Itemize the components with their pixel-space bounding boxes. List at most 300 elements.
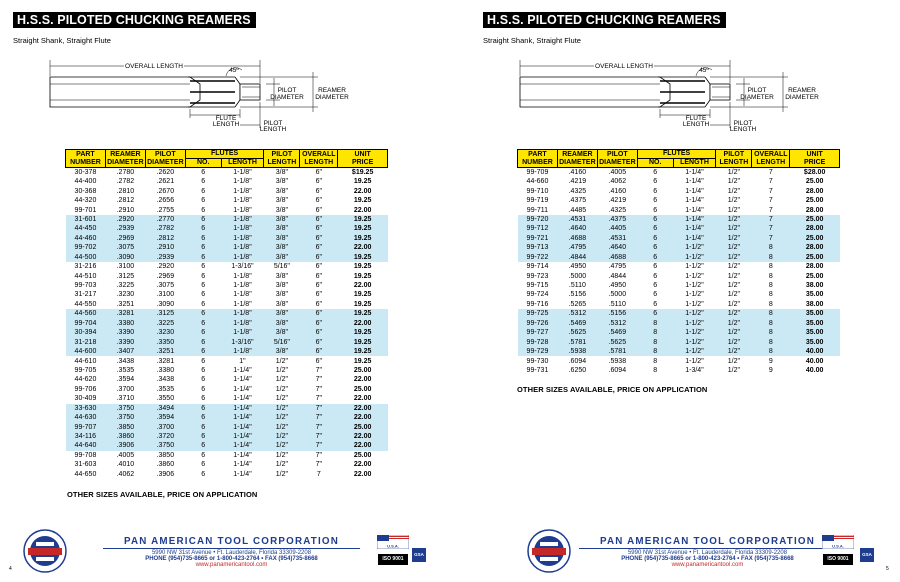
cell-part-number: 99-731 xyxy=(526,366,549,374)
col-part-number: PART NUMBER xyxy=(518,150,558,168)
table-row xyxy=(518,356,840,365)
cell-pilot-diameter: .4844 xyxy=(608,272,627,280)
table-row xyxy=(66,328,388,337)
cell-flutes-no: 6 xyxy=(185,413,221,422)
cell-part-number: 44-550 xyxy=(74,300,97,308)
cell-pilot-diameter: .2910 xyxy=(145,243,185,252)
cell-reamer-diameter: .4219 xyxy=(568,178,587,186)
cell-part-number: 99-729 xyxy=(518,347,558,356)
table-row xyxy=(66,177,388,186)
cell-overall-length: 7" xyxy=(315,366,322,374)
cell-flutes-no: 6 xyxy=(185,215,221,224)
cell-flutes-no: 6 xyxy=(637,309,673,318)
cell-flutes-no: 6 xyxy=(201,385,206,393)
cell-pilot-diameter: .3750 xyxy=(145,441,185,450)
col-overall-length: OVERALL LENGTH xyxy=(300,150,338,168)
cell-pilot-length: 3/8" xyxy=(264,215,300,224)
cell-pilot-length: 1/2" xyxy=(727,366,740,374)
cell-reamer-diameter: .3251 xyxy=(116,300,135,308)
cell-flutes-no: 6 xyxy=(637,243,673,252)
cell-overall-length: 8 xyxy=(752,328,790,337)
cell-flutes-no: 6 xyxy=(201,395,206,403)
availability-note: OTHER SIZES AVAILABLE, PRICE ON APPLICATION xyxy=(67,490,258,499)
cell-flutes-no: 6 xyxy=(201,197,206,205)
cell-flutes-length: 1-1/8" xyxy=(233,282,252,290)
cell-unit-price: 22.00 xyxy=(353,206,372,214)
cell-reamer-diameter: .3700 xyxy=(116,385,135,393)
cell-part-number: 99-719 xyxy=(526,197,549,205)
cell-pilot-diameter: .5312 xyxy=(597,319,637,328)
cell-flutes-length: 1-1/8" xyxy=(233,169,252,176)
cell-overall-length: 6" xyxy=(315,291,322,299)
cell-pilot-diameter: .3700 xyxy=(145,422,185,431)
cell-flutes-length: 1-1/8" xyxy=(233,291,252,299)
cell-flutes-length: 1-1/8" xyxy=(221,215,264,224)
cell-flutes-length: 1-1/4" xyxy=(233,376,252,384)
cell-overall-length: 6" xyxy=(300,234,338,243)
dim-pilot-diameter-b: DIAMETER xyxy=(270,94,304,101)
cell-pilot-length: 1/2" xyxy=(727,357,740,365)
cell-pilot-diameter: .4005 xyxy=(608,169,627,176)
cell-pilot-diameter: .2782 xyxy=(145,224,185,233)
cell-unit-price: 19.25 xyxy=(338,309,388,318)
cell-reamer-diameter: .6094 xyxy=(568,357,587,365)
cell-part-number: 99-723 xyxy=(526,272,549,280)
cell-pilot-diameter: .3860 xyxy=(156,461,175,469)
cell-overall-length: 7 xyxy=(752,234,790,243)
cell-unit-price: 19.25 xyxy=(338,253,388,262)
cell-pilot-length: 3/8" xyxy=(264,309,300,318)
table-row xyxy=(66,224,388,233)
dim-angle: 45º xyxy=(229,67,239,74)
cell-pilot-length: 3/8" xyxy=(275,169,288,176)
cell-flutes-no: 8 xyxy=(637,319,673,328)
cell-pilot-length: 1/2" xyxy=(716,319,752,328)
cell-part-number: 99-720 xyxy=(518,215,558,224)
cell-flutes-length: 1-1/4" xyxy=(673,215,716,224)
cell-unit-price: 19.25 xyxy=(338,328,388,337)
cell-overall-length: 6" xyxy=(300,224,338,233)
cell-pilot-diameter: .5469 xyxy=(597,328,637,337)
cell-flutes-no: 8 xyxy=(653,366,658,374)
cell-unit-price: 22.00 xyxy=(338,413,388,422)
cell-pilot-diameter: .4640 xyxy=(597,243,637,252)
cell-overall-length: 8 xyxy=(752,309,790,318)
col-flutes-length: LENGTH xyxy=(673,159,716,168)
table-row xyxy=(66,300,388,309)
cell-reamer-diameter: .2782 xyxy=(116,178,135,186)
cell-pilot-length: 1/2" xyxy=(727,169,740,176)
table-row xyxy=(518,309,840,318)
table-row xyxy=(66,243,388,252)
cell-flutes-no: 6 xyxy=(185,234,221,243)
cell-pilot-length: 1/2" xyxy=(275,376,288,384)
cell-unit-price: 38.00 xyxy=(805,282,824,290)
cell-reamer-diameter: .3390 xyxy=(105,337,145,346)
cell-pilot-length: 1/2" xyxy=(727,206,740,214)
cell-part-number: 30-409 xyxy=(74,395,97,403)
cell-overall-length: 8 xyxy=(768,272,773,280)
cell-pilot-length: 1/2" xyxy=(275,366,288,374)
cell-overall-length: 7 xyxy=(768,206,773,214)
cell-flutes-no: 6 xyxy=(185,253,221,262)
cell-reamer-diameter: .4375 xyxy=(568,197,587,205)
cell-part-number: 30-368 xyxy=(74,187,97,195)
cell-reamer-diameter: .2910 xyxy=(116,206,135,214)
cell-pilot-diameter: .2755 xyxy=(156,206,175,214)
cell-unit-price: 28.00 xyxy=(790,224,840,233)
cell-reamer-diameter: .4010 xyxy=(116,461,135,469)
cell-pilot-length: 1/2" xyxy=(264,432,300,441)
cell-reamer-diameter: .2969 xyxy=(105,234,145,243)
cell-pilot-length: 1/2" xyxy=(275,451,288,459)
cell-unit-price: 19.25 xyxy=(338,224,388,233)
cell-pilot-length: 3/8" xyxy=(275,272,288,280)
cell-flutes-length: 1-1/8" xyxy=(221,347,264,356)
table-row xyxy=(66,432,388,441)
cell-flutes-length: 1-1/2" xyxy=(673,243,716,252)
col-flutes-no: NO. xyxy=(185,159,221,168)
cell-flutes-length: 1-1/2" xyxy=(685,263,704,271)
cell-flutes-no: 6 xyxy=(637,253,673,262)
table-row xyxy=(66,253,388,262)
cell-unit-price: 22.00 xyxy=(353,376,372,384)
table-row xyxy=(518,186,840,195)
cell-unit-price: 22.00 xyxy=(353,187,372,195)
cell-pilot-diameter: .4160 xyxy=(608,187,627,195)
cell-flutes-length: 1-1/4" xyxy=(685,169,704,176)
cell-overall-length: 7 xyxy=(768,178,773,186)
cell-part-number: 44-400 xyxy=(74,178,97,186)
cell-unit-price: 25.00 xyxy=(805,197,824,205)
cell-reamer-diameter: .3860 xyxy=(105,432,145,441)
cell-pilot-length: 3/8" xyxy=(275,282,288,290)
cell-pilot-length: 1/2" xyxy=(716,215,752,224)
cell-pilot-length: 1/2" xyxy=(275,395,288,403)
cell-pilot-diameter: .2670 xyxy=(156,187,175,195)
cell-pilot-length: 1/2" xyxy=(264,413,300,422)
cell-overall-length: 6" xyxy=(300,347,338,356)
cell-pilot-diameter: .5781 xyxy=(597,347,637,356)
cell-unit-price: 22.00 xyxy=(338,432,388,441)
page-title: H.S.S. PILOTED CHUCKING REAMERS xyxy=(483,12,726,28)
table-row xyxy=(66,451,388,460)
table-row xyxy=(66,215,388,224)
cell-pilot-diameter: .3075 xyxy=(156,282,175,290)
col-pilot-diameter: PILOT DIAMETER xyxy=(147,150,184,166)
col-overall-length: OVERALL LENGTH xyxy=(752,150,790,168)
cell-flutes-no: 6 xyxy=(185,441,221,450)
cell-pilot-length: 5/16" xyxy=(273,263,290,271)
reamer-spec-table xyxy=(517,149,840,375)
cell-flutes-no: 6 xyxy=(185,224,221,233)
dim-pilot-diameter-b: DIAMETER xyxy=(740,94,774,101)
cell-unit-price: 28.00 xyxy=(805,206,824,214)
cell-reamer-diameter: .2810 xyxy=(116,187,135,195)
cell-pilot-length: 1/2" xyxy=(275,357,288,365)
company-website[interactable]: www.panamericantool.com xyxy=(195,562,268,568)
table-row xyxy=(66,186,388,195)
cell-pilot-length: 1/2" xyxy=(727,282,740,290)
col-reamer-diameter: REAMER DIAMETER xyxy=(559,150,596,166)
cell-pilot-diameter: .4062 xyxy=(608,178,627,186)
cell-reamer-diameter: .3125 xyxy=(116,272,135,280)
cell-part-number: 99-713 xyxy=(518,243,558,252)
cell-pilot-length: 3/8" xyxy=(275,300,288,308)
company-phone: PHONE (954)735-8665 or 1-800-423-2764 • FAX (954)735-8668 xyxy=(621,556,794,562)
cell-pilot-diameter: .2920 xyxy=(156,263,175,271)
reamer-spec-table xyxy=(65,149,388,479)
page-subtitle: Straight Shank, Straight Flute xyxy=(483,36,581,45)
cell-pilot-diameter: .3090 xyxy=(156,300,175,308)
cell-flutes-no: 6 xyxy=(653,178,658,186)
cell-part-number: 44-320 xyxy=(74,197,97,205)
cell-part-number: 44-650 xyxy=(74,470,97,478)
cell-pilot-length: 1/2" xyxy=(716,234,752,243)
cell-overall-length: 7 xyxy=(768,169,773,176)
cell-unit-price: 22.00 xyxy=(353,395,372,403)
cell-overall-length: 8 xyxy=(768,300,773,308)
table-row xyxy=(518,366,840,375)
cell-unit-price: 19.25 xyxy=(353,263,372,271)
availability-note: OTHER SIZES AVAILABLE, PRICE ON APPLICATION xyxy=(517,385,708,394)
cell-reamer-diameter: .5938 xyxy=(557,347,597,356)
catalog-page-right xyxy=(450,0,900,582)
cell-flutes-no: 6 xyxy=(201,300,206,308)
dim-reamer-diameter-b: DIAMETER xyxy=(315,94,349,101)
cell-flutes-length: 1-1/2" xyxy=(673,328,716,337)
cell-pilot-diameter: .3535 xyxy=(156,385,175,393)
cell-unit-price: $28.00 xyxy=(803,169,826,176)
cell-unit-price: 35.00 xyxy=(790,337,840,346)
dim-reamer-diameter-a: REAMER xyxy=(318,87,346,94)
cell-pilot-length: 3/8" xyxy=(264,253,300,262)
table-row xyxy=(518,224,840,233)
cell-part-number: 44-610 xyxy=(74,357,97,365)
cell-flutes-length: 1-1/2" xyxy=(685,291,704,299)
cell-pilot-diameter: .4950 xyxy=(608,282,627,290)
cell-part-number: 31-218 xyxy=(66,337,106,346)
cell-part-number: 31-603 xyxy=(74,461,97,469)
table-row xyxy=(66,422,388,431)
cell-pilot-length: 3/8" xyxy=(264,347,300,356)
cell-reamer-diameter: .3225 xyxy=(116,282,135,290)
cell-pilot-diameter: .3125 xyxy=(145,309,185,318)
cell-unit-price: 22.00 xyxy=(353,461,372,469)
cell-unit-price: 25.00 xyxy=(790,253,840,262)
cell-overall-length: 6" xyxy=(315,272,322,280)
cell-reamer-diameter: .3407 xyxy=(105,347,145,356)
cell-reamer-diameter: .4531 xyxy=(557,215,597,224)
cell-flutes-no: 6 xyxy=(653,291,658,299)
cell-part-number: 99-725 xyxy=(518,309,558,318)
cell-flutes-length: 1-1/4" xyxy=(685,206,704,214)
cell-pilot-diameter: .3281 xyxy=(156,357,175,365)
cell-flutes-length: 1-1/4" xyxy=(685,178,704,186)
cell-pilot-diameter: .4795 xyxy=(608,263,627,271)
cell-flutes-no: 6 xyxy=(185,404,221,413)
company-name: PAN AMERICAN TOOL CORPORATION xyxy=(124,536,339,547)
table-row xyxy=(518,168,840,178)
cell-part-number: 99-715 xyxy=(526,282,549,290)
cell-reamer-diameter: .5781 xyxy=(557,337,597,346)
cell-flutes-no: 6 xyxy=(185,432,221,441)
cell-unit-price: $19.25 xyxy=(351,169,374,176)
cell-pilot-length: 3/8" xyxy=(264,328,300,337)
cell-pilot-length: 1/2" xyxy=(716,309,752,318)
cell-unit-price: 25.00 xyxy=(805,178,824,186)
cell-part-number: 99-712 xyxy=(518,224,558,233)
cell-flutes-length: 1-1/2" xyxy=(685,357,704,365)
table-row xyxy=(518,177,840,186)
cell-reamer-diameter: .3850 xyxy=(105,422,145,431)
cell-flutes-no: 6 xyxy=(201,291,206,299)
cell-flutes-length: 1-1/4" xyxy=(233,451,252,459)
cell-pilot-length: 1/2" xyxy=(727,263,740,271)
cell-overall-length: 8 xyxy=(752,319,790,328)
cell-reamer-diameter: .4688 xyxy=(557,234,597,243)
cell-reamer-diameter: .4005 xyxy=(116,451,135,459)
cell-pilot-diameter: .3230 xyxy=(145,328,185,337)
cell-flutes-no: 6 xyxy=(653,187,658,195)
cell-unit-price: 35.00 xyxy=(805,291,824,299)
cell-flutes-no: 6 xyxy=(185,347,221,356)
cell-part-number: 31-217 xyxy=(74,291,97,299)
cell-part-number: 30-378 xyxy=(74,169,97,176)
cell-unit-price: 19.25 xyxy=(338,337,388,346)
col-unit-price: UNIT PRICE xyxy=(790,150,840,168)
table-row xyxy=(518,262,840,271)
cell-flutes-no: 6 xyxy=(637,224,673,233)
cell-pilot-length: 1/2" xyxy=(264,441,300,450)
cell-part-number: 44-600 xyxy=(66,347,106,356)
cell-pilot-length: 3/8" xyxy=(275,187,288,195)
cell-unit-price: 19.25 xyxy=(338,347,388,356)
cell-overall-length: 7 xyxy=(316,470,321,478)
cell-flutes-length: 1-1/4" xyxy=(233,461,252,469)
page-number: 4 xyxy=(9,566,12,572)
cell-unit-price: 19.25 xyxy=(338,215,388,224)
cell-part-number: 99-711 xyxy=(526,206,549,214)
cell-unit-price: 22.00 xyxy=(338,243,388,252)
cell-unit-price: 25.00 xyxy=(790,215,840,224)
cell-part-number: 99-721 xyxy=(518,234,558,243)
made-in-usa-badge xyxy=(822,535,854,549)
usa-text: U.S.A. xyxy=(832,543,844,549)
cell-flutes-no: 6 xyxy=(653,282,658,290)
table-row xyxy=(66,290,388,299)
cell-pilot-length: 1/2" xyxy=(275,385,288,393)
cell-pilot-length: 3/8" xyxy=(275,178,288,186)
cell-flutes-length: 1-1/8" xyxy=(221,319,264,328)
cell-flutes-no: 6 xyxy=(637,234,673,243)
cell-reamer-diameter: .3230 xyxy=(116,291,135,299)
cell-flutes-length: 1-1/8" xyxy=(221,328,264,337)
col-flutes: FLUTES xyxy=(637,150,716,159)
cell-pilot-diameter: .3906 xyxy=(156,470,175,478)
cell-part-number: 44-660 xyxy=(526,178,549,186)
cell-flutes-no: 8 xyxy=(637,347,673,356)
table-row xyxy=(66,470,388,479)
cell-overall-length: 9 xyxy=(768,357,773,365)
col-pilot-length: PILOT LENGTH xyxy=(716,150,752,168)
col-flutes-no: NO. xyxy=(637,159,673,168)
cell-unit-price: 19.25 xyxy=(353,300,372,308)
cell-reamer-diameter: .3075 xyxy=(105,243,145,252)
cell-reamer-diameter: .4485 xyxy=(568,206,587,214)
cell-pilot-diameter: .2770 xyxy=(145,215,185,224)
table-row xyxy=(518,347,840,356)
cell-unit-price: 19.25 xyxy=(353,272,372,280)
cell-unit-price: 40.00 xyxy=(790,347,840,356)
cell-reamer-diameter: .5265 xyxy=(568,300,587,308)
cell-flutes-length: 1-1/4" xyxy=(233,395,252,403)
cell-flutes-no: 6 xyxy=(185,319,221,328)
cell-flutes-length: 1-1/2" xyxy=(685,282,704,290)
cell-overall-length: 6" xyxy=(315,357,322,365)
cell-overall-length: 8 xyxy=(768,263,773,271)
cell-flutes-length: 1-1/4" xyxy=(221,413,264,422)
cell-reamer-diameter: .3380 xyxy=(105,319,145,328)
cell-unit-price: 28.00 xyxy=(805,263,824,271)
dim-reamer-diameter-a: REAMER xyxy=(788,87,816,94)
table-row xyxy=(518,319,840,328)
cell-unit-price: 25.00 xyxy=(353,451,372,459)
cell-pilot-diameter: .3594 xyxy=(145,413,185,422)
dim-pilot-length-b: LENGTH xyxy=(729,126,757,133)
cell-flutes-length: 1-1/8" xyxy=(233,300,252,308)
cell-overall-length: 6" xyxy=(315,178,322,186)
cell-reamer-diameter: .5625 xyxy=(557,328,597,337)
cell-pilot-diameter: .4325 xyxy=(608,206,627,214)
cell-pilot-length: 1/2" xyxy=(716,224,752,233)
table-row xyxy=(66,196,388,205)
dim-reamer-diameter-b: DIAMETER xyxy=(785,94,819,101)
table-row xyxy=(518,215,840,224)
cell-overall-length: 7 xyxy=(768,187,773,195)
gsa-badge: GSA xyxy=(412,548,426,562)
cell-flutes-length: 1-1/8" xyxy=(233,197,252,205)
cell-flutes-no: 6 xyxy=(653,206,658,214)
cell-pilot-length: 5/16" xyxy=(264,337,300,346)
company-logo xyxy=(22,528,68,574)
cell-unit-price: 25.00 xyxy=(790,234,840,243)
cell-flutes-no: 6 xyxy=(201,461,206,469)
cell-pilot-diameter: .2656 xyxy=(156,197,175,205)
cell-overall-length: 7" xyxy=(300,413,338,422)
cell-unit-price: 25.00 xyxy=(353,385,372,393)
cell-pilot-length: 1/2" xyxy=(727,178,740,186)
cell-part-number: 31-601 xyxy=(66,215,106,224)
company-website[interactable]: www.panamericantool.com xyxy=(671,562,744,568)
cell-part-number: 99-701 xyxy=(74,206,97,214)
cell-overall-length: 7 xyxy=(752,224,790,233)
cell-flutes-length: 1-1/4" xyxy=(233,470,252,478)
cell-part-number: 99-709 xyxy=(526,169,549,176)
cell-pilot-length: 1/2" xyxy=(264,422,300,431)
cell-part-number: 99-724 xyxy=(526,291,549,299)
dim-pilot-diameter-a: PILOT xyxy=(747,87,767,94)
cell-flutes-no: 8 xyxy=(637,328,673,337)
usa-text: U.S.A. xyxy=(387,543,399,549)
cell-part-number: 30-394 xyxy=(66,328,106,337)
company-info xyxy=(103,536,360,568)
cell-flutes-no: 6 xyxy=(201,206,206,214)
cell-reamer-diameter: .3750 xyxy=(105,413,145,422)
cell-pilot-diameter: .5110 xyxy=(608,300,626,308)
cell-part-number: 99-714 xyxy=(526,263,549,271)
cell-flutes-length: 1-1/4" xyxy=(673,224,716,233)
